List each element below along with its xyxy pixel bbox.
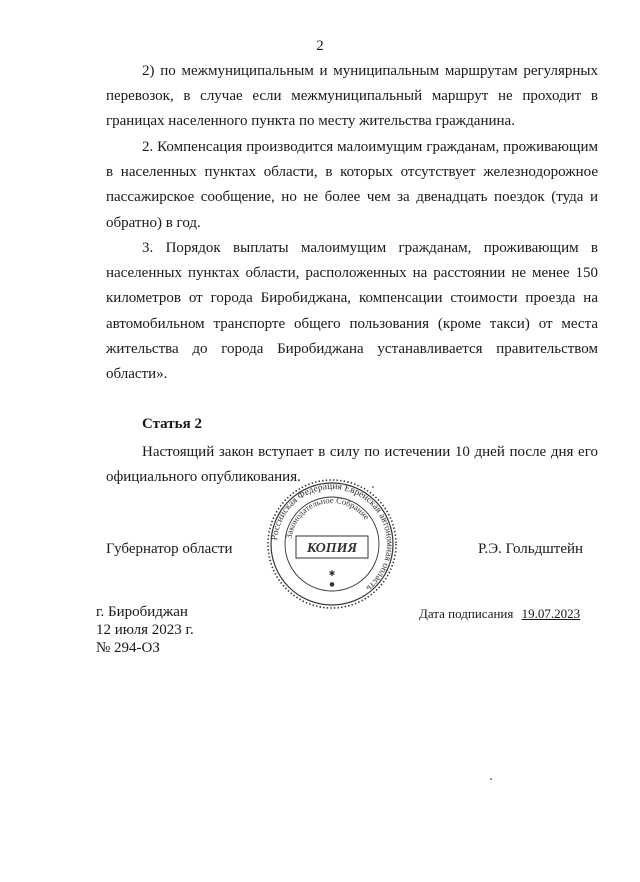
paragraph-text: 2. Компенсация производится малоимущим гражданам, проживающим в населенных пунктах области, в которых отсутствует железнодорожное пассажирское сообщение, но не более чем за двенадцать поездок (туда и обратно) в год. — [106, 139, 598, 231]
scan-speck — [490, 778, 492, 780]
paragraph-compensation — [106, 135, 598, 236]
signature-name: Р.Э. Гольдштейн — [478, 541, 584, 557]
paragraph-payment-procedure — [106, 236, 598, 387]
footer-law-number: № 294-ОЗ — [96, 640, 160, 656]
seal-stamp — [266, 478, 398, 610]
seal-ring-text: Российская Федерация Еврейская автономная область — [270, 481, 395, 593]
signature-title: Губернатор области — [106, 541, 233, 557]
star-icon: ✱ — [328, 569, 336, 578]
signing-date — [419, 606, 580, 622]
footer-city: г. Биробиджан — [96, 604, 188, 620]
article-heading: Статья 2 — [142, 416, 202, 432]
footer-date: 12 июля 2023 г. — [96, 622, 194, 638]
paragraph-text: 2) по межмуниципальным и муниципальным маршрутам регулярных перевозок, в случае если межмуниципальный маршрут не проходит в границах населенного пункта по месту жительства гражданина. — [106, 63, 598, 130]
seal-center-text: КОПИЯ — [306, 541, 358, 556]
paragraph-item-2 — [106, 59, 598, 135]
signing-date-value: 19.07.2023 — [521, 606, 581, 621]
paragraph-text: Настоящий закон вступает в силу по истечении 10 дней после дня его официального опубликования. — [106, 444, 598, 486]
page-number: 2 — [316, 38, 324, 54]
dot-icon: ● — [329, 581, 335, 588]
scan-speck — [372, 486, 374, 488]
paragraph-text: 3. Порядок выплаты малоимущим гражданам, проживающим в населенных пунктах области, расположенных на расстоянии не менее 150 километров от города Биробиджана, компенсации стоимости проезда на автомобильном транспорте общего пользования (кроме такси) от места жительства до города Биробиджана устанавливается правительством области». — [106, 240, 598, 383]
signing-date-label: Дата подписания — [419, 606, 514, 621]
seal-inner-text: Законодательное Собрание — [283, 494, 372, 540]
